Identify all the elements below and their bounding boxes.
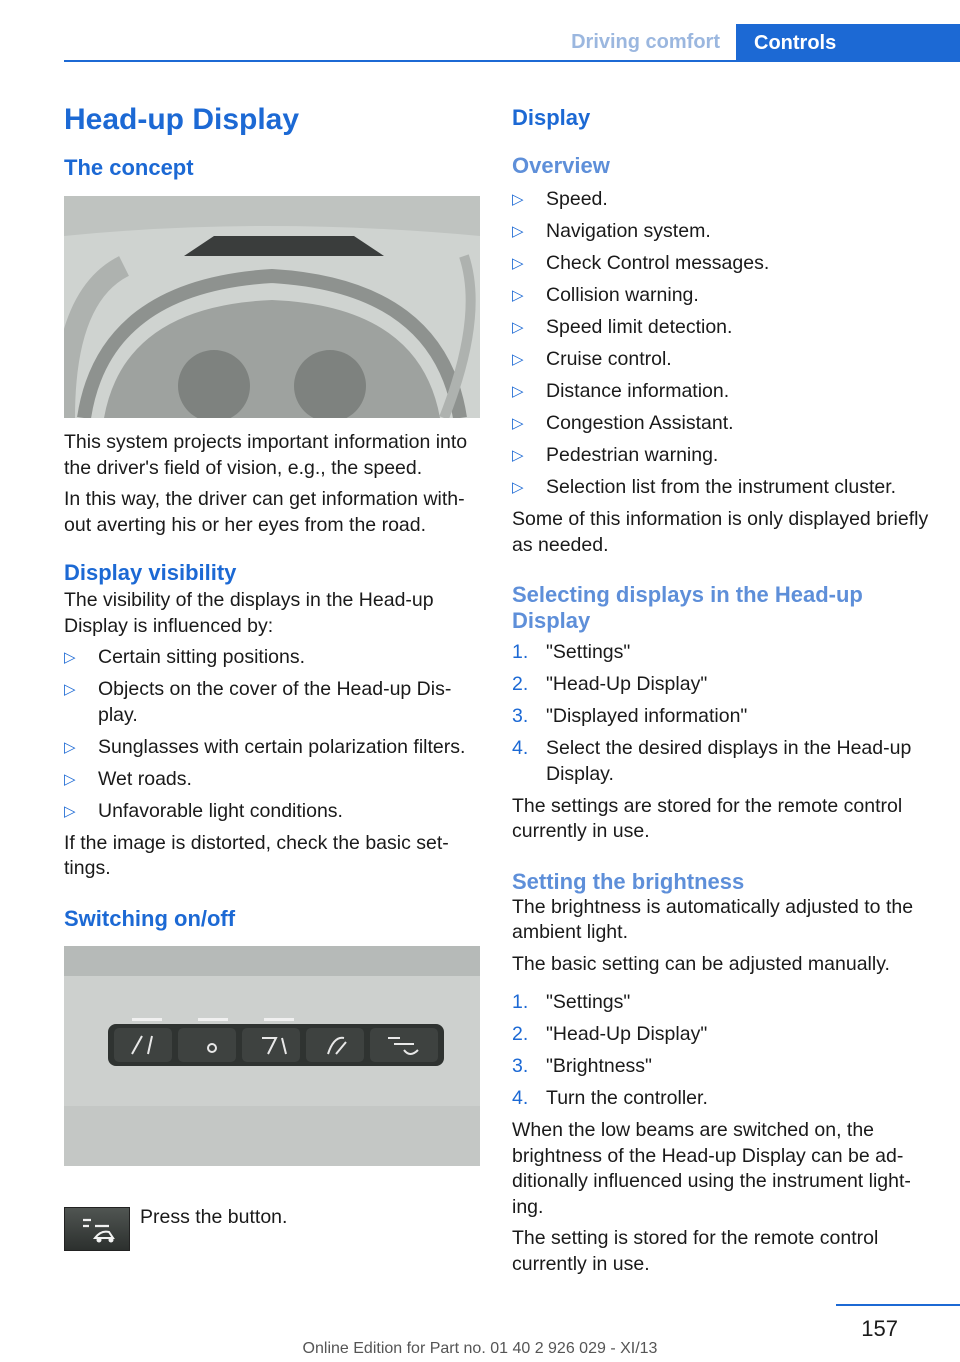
list-item: ▷ Selection list from the instrument cluster. <box>512 475 932 501</box>
list-item: ▷ Cruise control. <box>512 347 932 373</box>
list-item: ▷ Certain sitting positions. <box>64 645 482 671</box>
concept-paragraph-2: In this way, the driver can get information with-out averting his or her eyes from the road. <box>64 488 465 536</box>
overview-note: Some of this information is only displayed briefly as needed. <box>512 508 929 556</box>
visibility-heading: Display visibility <box>64 560 237 585</box>
page-title: Head-up Display <box>64 103 300 136</box>
triangle-bullet-icon: ▷ <box>64 738 76 756</box>
header-section-title: Driving comfort <box>571 31 720 53</box>
step-item: 4. Turn the controller. <box>512 1086 932 1112</box>
button-panel-image <box>64 946 480 1166</box>
triangle-bullet-icon: ▷ <box>512 479 524 496</box>
step-number: 1. <box>512 991 529 1013</box>
brightness-paragraph-1: The brightness is automatically adjusted to the ambient light. <box>512 895 914 943</box>
page-number: 157 <box>861 1316 898 1341</box>
step-number: 3. <box>512 1055 529 1077</box>
concept-heading: The concept <box>64 155 194 180</box>
list-item: ▷ Speed. <box>512 187 932 213</box>
concept-paragraph-1: This system projects important information into the driver's field of vision, e.g., the speed. <box>64 431 468 479</box>
step-number: 2. <box>512 673 529 695</box>
step-number: 3. <box>512 705 529 727</box>
list-item: ▷ Distance information. <box>512 379 932 405</box>
left-column <box>64 96 482 1166</box>
triangle-bullet-icon: ▷ <box>64 649 76 666</box>
triangle-bullet-icon: ▷ <box>512 383 524 400</box>
list-item: ▷ Unfavorable light conditions. <box>64 799 482 825</box>
distorted-note: If the image is distorted, check the basic set-tings. <box>64 831 449 879</box>
step-item: 3. "Brightness" <box>512 1054 932 1080</box>
footer-rule <box>836 1304 960 1306</box>
button-panel-illustration <box>64 946 480 1166</box>
visibility-list <box>64 645 482 824</box>
step-item: 2. "Head-Up Display" <box>512 672 932 698</box>
list-item: ▷ Sunglasses with certain polarization filters. <box>64 735 482 761</box>
display-heading: Display <box>512 105 591 130</box>
list-item: ▷ Wet roads. <box>64 767 482 793</box>
hud-car-icon <box>65 1208 129 1250</box>
triangle-bullet-icon: ▷ <box>64 802 76 820</box>
step-number: 1. <box>512 641 529 663</box>
triangle-bullet-icon: ▷ <box>512 319 524 336</box>
step-number: 4. <box>512 1087 529 1109</box>
right-column <box>512 96 932 1277</box>
hud-button-icon <box>64 1207 130 1251</box>
header-chapter-tab: Controls <box>736 24 960 62</box>
dashboard-illustration <box>64 196 480 418</box>
list-item: ▷ Pedestrian warning. <box>512 443 932 469</box>
overview-heading: Overview <box>512 153 610 178</box>
selecting-note: The settings are stored for the remote control currently in use. <box>512 794 903 842</box>
list-item: ▷ Objects on the cover of the Head-up Dis-play. <box>64 678 452 726</box>
step-item: 1. "Settings" <box>512 640 932 666</box>
triangle-bullet-icon: ▷ <box>512 351 524 368</box>
brightness-paragraph-3: When the low beams are switched on, the brightness of the Head-up Display can be ad-ditionally influenced using the instrument light-ing. <box>512 1119 911 1218</box>
triangle-bullet-icon: ▷ <box>64 770 76 788</box>
triangle-bullet-icon: ▷ <box>512 223 524 240</box>
brightness-paragraph-4: The setting is stored for the remote control currently in use. <box>512 1227 879 1275</box>
edition-note: Online Edition for Part no. 01 40 2 926 029 - XI/13 <box>302 1340 658 1357</box>
triangle-bullet-icon: ▷ <box>512 415 524 432</box>
press-button-text: Press the button. <box>140 1206 288 1228</box>
hud-dashboard-image <box>64 196 480 418</box>
triangle-bullet-icon: ▷ <box>512 191 524 208</box>
brightness-steps <box>512 990 932 1112</box>
triangle-bullet-icon: ▷ <box>512 447 524 464</box>
triangle-bullet-icon: ▷ <box>64 681 76 698</box>
selecting-heading: Selecting displays in the Head-up Display <box>512 582 863 633</box>
step-item: 1. "Settings" <box>512 990 932 1016</box>
page-header <box>0 0 960 64</box>
selecting-steps <box>512 640 932 787</box>
brightness-paragraph-2: The basic setting can be adjusted manually. <box>512 952 890 975</box>
visibility-intro: The visibility of the displays in the Head-up Display is influenced by: <box>64 589 434 637</box>
switching-heading: Switching on/off <box>64 905 236 931</box>
list-item: ▷ Collision warning. <box>512 283 932 309</box>
step-number: 4. <box>512 737 529 759</box>
list-item: ▷ Speed limit detection. <box>512 315 932 341</box>
list-item: ▷ Navigation system. <box>512 219 932 245</box>
list-item: ▷ Check Control messages. <box>512 251 932 277</box>
step-item: 2. "Head-Up Display" <box>512 1022 932 1048</box>
step-item: 4. Select the desired displays in the Head-up Display. <box>512 737 912 785</box>
triangle-bullet-icon: ▷ <box>512 287 524 304</box>
overview-list <box>512 187 932 501</box>
step-item: 3. "Displayed information" <box>512 704 932 730</box>
header-rule <box>64 60 960 62</box>
list-item: ▷ Congestion Assistant. <box>512 411 932 437</box>
step-number: 2. <box>512 1023 529 1045</box>
brightness-heading: Setting the brightness <box>512 868 745 894</box>
triangle-bullet-icon: ▷ <box>512 255 524 272</box>
